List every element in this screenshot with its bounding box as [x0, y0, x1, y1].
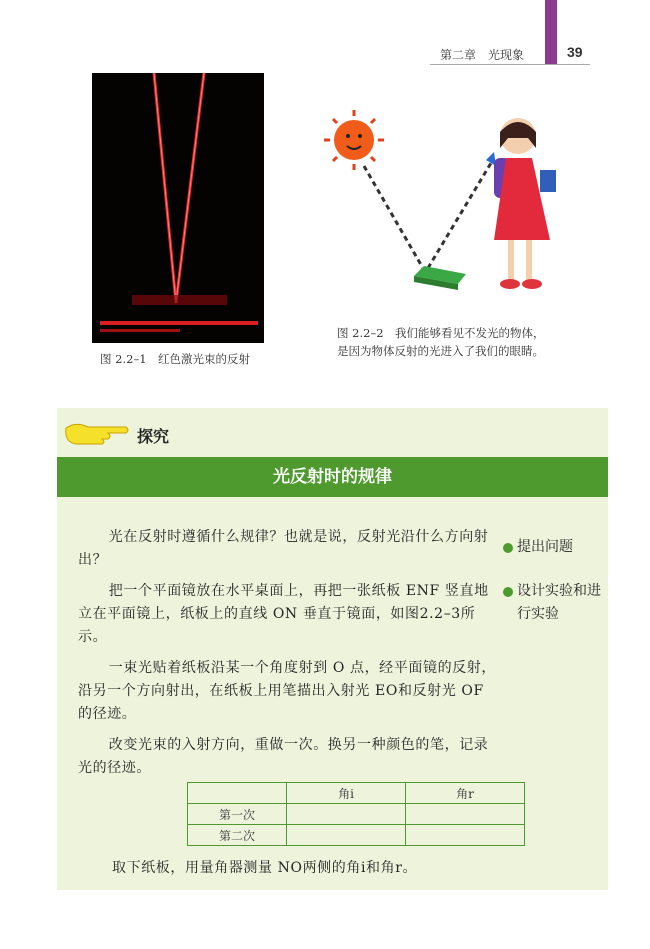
- figure-2-caption-line-1: 图 2.2–2 我们能够看见不发光的物体，: [337, 326, 545, 340]
- section-title: 光反射时的规律: [57, 457, 608, 497]
- figure-2-caption: [337, 324, 597, 360]
- table-header-cell: [188, 783, 287, 804]
- figure-2-caption-line-2: 是因为物体反射的光进入了我们的眼睛。: [337, 344, 544, 358]
- side-note-label: 设计实验和进行实验: [517, 583, 601, 622]
- paragraph-setup: 把一个平面镜放在水平桌面上，再把一张纸板 ENF 竖直地立在平面镜上，纸板上的直线 ON 垂直于镜面，如图2.2–3所示。: [78, 583, 489, 645]
- side-note-experiment: [503, 580, 613, 626]
- final-instruction: 取下纸板，用量角器测量 NO两侧的角i和角r。: [112, 860, 418, 876]
- girl-icon: [494, 118, 556, 289]
- inquiry-body: [78, 526, 496, 788]
- table-header-row: [188, 783, 525, 804]
- table-header-cell: 角r: [406, 783, 525, 804]
- running-head: 第二章 光现象: [440, 48, 525, 62]
- sun-icon: [324, 110, 384, 170]
- table-row-label: 第二次: [188, 825, 287, 846]
- chapter-tab: [545, 0, 557, 64]
- page-number: 39: [567, 44, 583, 60]
- laser-reflection-photo: [92, 73, 264, 343]
- bullet-dot-icon: [503, 587, 513, 597]
- table-cell: [406, 804, 525, 825]
- pointing-hand-icon: [62, 420, 132, 450]
- header-rule: [430, 64, 590, 65]
- table-cell: [406, 825, 525, 846]
- figure-1-caption: 图 2.2–1 红色激光束的反射: [100, 352, 251, 366]
- paragraph-procedure: 一束光贴着纸板沿某一个角度射到 O 点，经平面镜的反射，沿另一个方向射出，在纸板上用笔描出入射光 EO和反射光 OF的径迹。: [78, 660, 496, 722]
- table-cell: [287, 804, 406, 825]
- bullet-dot-icon: [503, 543, 513, 553]
- table-row: [188, 825, 525, 846]
- side-note-label: 提出问题: [517, 539, 573, 555]
- book-icon: [414, 266, 466, 290]
- paragraph-repeat: 改变光束的入射方向，重做一次。换另一种颜色的笔，记录光的径迹。: [78, 737, 489, 776]
- sun-book-girl-illustration: [318, 108, 578, 318]
- table-row-label: 第一次: [188, 804, 287, 825]
- record-table: [187, 782, 525, 846]
- table-row: [188, 804, 525, 825]
- paragraph-question: 光在反射时遵循什么规律？也就是说，反射光沿什么方向射出？: [78, 529, 489, 568]
- side-note-question: [503, 536, 573, 559]
- table-header-cell: 角i: [287, 783, 406, 804]
- table-cell: [287, 825, 406, 846]
- inquiry-label: 探究: [137, 429, 170, 446]
